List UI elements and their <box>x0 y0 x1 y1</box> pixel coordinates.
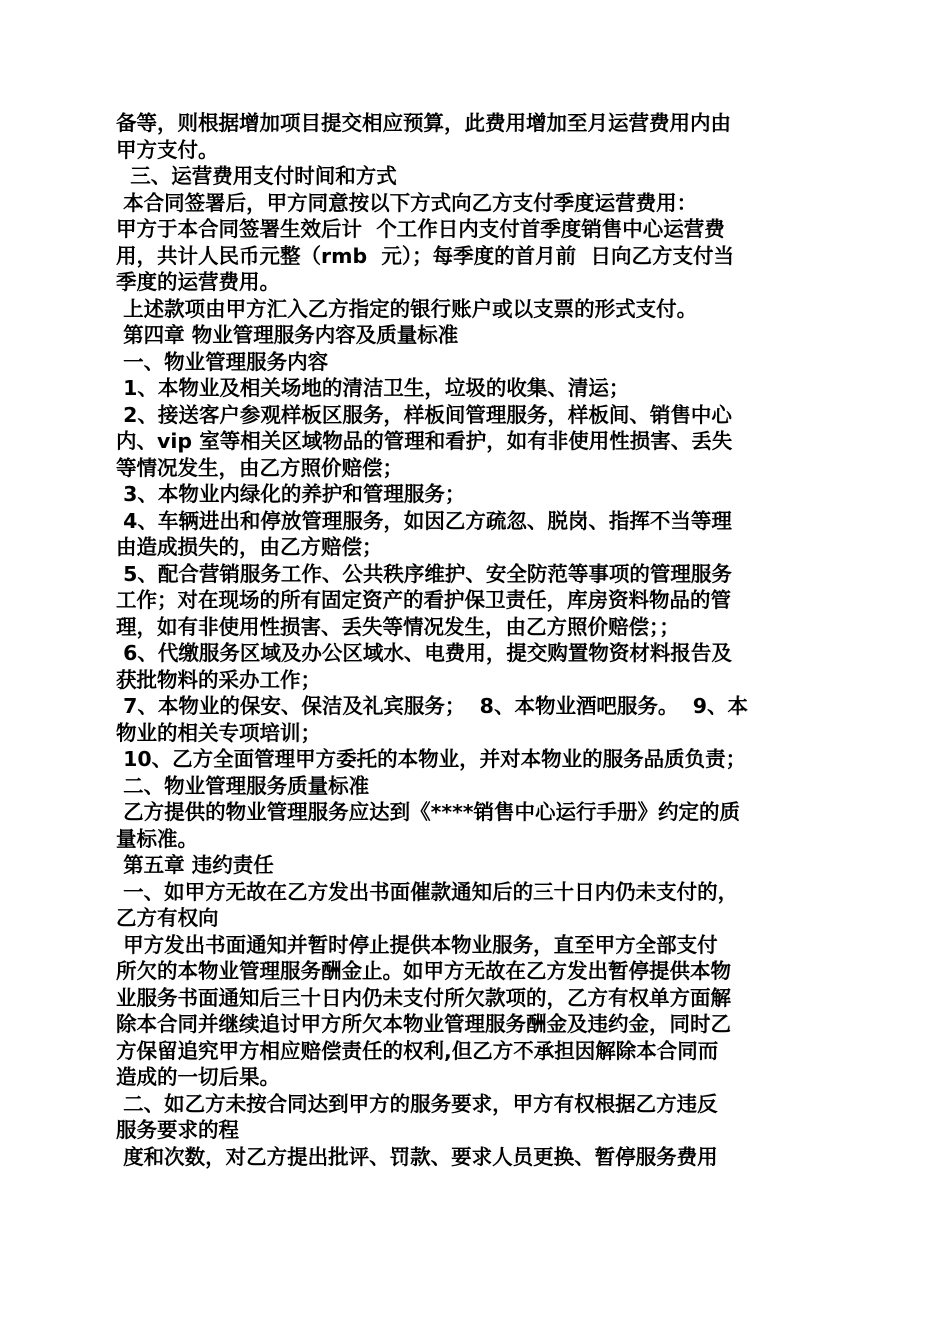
text-line: 服务要求的程 <box>116 1118 239 1142</box>
text-line: 上述款项由甲方汇入乙方指定的银行账户或以支票的形式支付。 <box>116 296 698 321</box>
text-line: 方保留追究甲方相应赔偿责任的权利,但乙方不承担因解除本合同而 <box>116 1038 719 1063</box>
text-line: 甲方支付。 <box>116 137 219 162</box>
text-line: 乙方有权向 <box>116 906 219 930</box>
text-line: 二、如乙方未按合同达到甲方的服务要求，甲方有权根据乙方违反 <box>116 1091 718 1116</box>
text-line: 1、本物业及相关场地的清洁卫生，垃圾的收集、清运； <box>116 376 630 400</box>
text-line: 除本合同并继续追讨甲方所欠本物业管理服务酬金及违约金，同时乙 <box>116 1012 731 1036</box>
text-line: 甲方发出书面通知并暂时停止提供本物业服务，直至甲方全部支付 <box>116 932 718 957</box>
text-line: 等情况发生，由乙方照价赔偿； <box>116 455 403 480</box>
document-body <box>116 110 838 1170</box>
text-line: 7、本物业的保安、保洁及礼宾服务； 8、本物业酒吧服务。 9、本 <box>116 694 748 718</box>
text-line: 由造成损失的，由乙方赔偿； <box>116 535 383 559</box>
text-line: 理，如有非使用性损害、丢失等情况发生，由乙方照价赔偿；； <box>116 614 680 639</box>
text-line: 二、物业管理服务质量标准 <box>116 773 370 798</box>
text-line: 用，共计人民币元整（rmb 元）；每季度的首月前 日向乙方支付当 <box>116 243 734 268</box>
text-line: 造成的一切后果。 <box>116 1065 280 1089</box>
text-line: 第五章 违约责任 <box>116 853 274 877</box>
text-line: 所欠的本物业管理服务酬金止。如甲方无故在乙方发出暂停提供本物 <box>116 959 731 983</box>
text-line: 三、运营费用支付时间和方式 <box>116 164 397 188</box>
text-line: 度和次数，对乙方提出批评、罚款、要求人员更换、暂停服务费用 <box>116 1144 718 1169</box>
text-line: 备等，则根据增加项目提交相应预算，此费用增加至月运营费用内由 <box>116 111 731 135</box>
text-line: 工作；对在现场的所有固定资产的看护保卫责任，库房资料物品的管 <box>116 588 731 612</box>
text-line: 一、如甲方无故在乙方发出书面催款通知后的三十日内仍未支付的， <box>116 879 739 904</box>
text-line: 乙方提供的物业管理服务应达到《****销售中心运行手册》约定的质 <box>116 800 741 824</box>
text-line: 10、乙方全面管理甲方委托的本物业，并对本物业的服务品质负责； <box>116 747 747 771</box>
text-line: 量标准。 <box>116 826 198 851</box>
text-line: 获批物料的采办工作； <box>116 667 321 692</box>
text-line: 6、代缴服务区域及办公区域水、电费用，提交购置物资材料报告及 <box>116 641 732 665</box>
text-line: 5、配合营销服务工作、公共秩序维护、安全防范等事项的管理服务 <box>116 561 732 586</box>
text-line: 第四章 物业管理服务内容及质量标准 <box>116 323 459 347</box>
text-line: 3、本物业内绿化的养护和管理服务； <box>116 482 466 506</box>
text-line: 本合同签署后，甲方同意按以下方式向乙方支付季度运营费用： <box>116 190 698 215</box>
text-line: 业服务书面通知后三十日内仍未支付所欠款项的，乙方有权单方面解 <box>116 985 731 1010</box>
text-line: 4、车辆进出和停放管理服务，如因乙方疏忽、脱岗、指挥不当等理 <box>116 508 732 533</box>
text-line: 内、vip 室等相关区域物品的管理和看护，如有非使用性损害、丢失 <box>116 429 733 453</box>
text-line: 季度的运营费用。 <box>116 270 280 294</box>
text-line: 甲方于本合同签署生效后计 个工作日内支付首季度销售中心运营费 <box>116 217 725 241</box>
text-line: 一、物业管理服务内容 <box>116 349 329 374</box>
text-line: 2、接送客户参观样板区服务，样板间管理服务，样板间、销售中心 <box>116 402 732 427</box>
text-line: 物业的相关专项培训； <box>116 720 321 745</box>
